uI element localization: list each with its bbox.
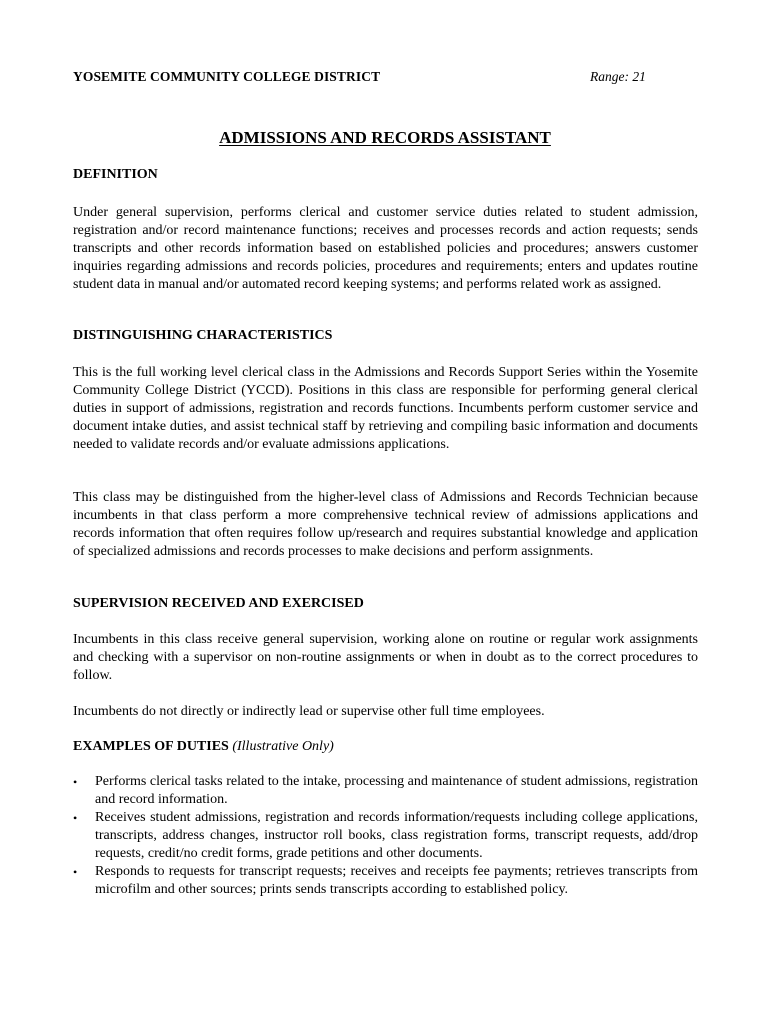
duty-text: Receives student admissions, registration and records information/requests including college applications, transcripts, address changes, instructor roll books, class registration forms, transcript requests, add/drop requests, credit/no credit forms, grade petitions and other documents.	[95, 810, 698, 861]
bullet-icon: •	[73, 865, 78, 879]
supervision-paragraph-1: Incumbents in this class receive general supervision, working alone on routine or regular work assignments and checking with a supervisor on non-routine assignments or when in doubt as to the correct procedures to follow.	[73, 632, 698, 683]
distinguishing-paragraph-2: This class may be distinguished from the higher-level class of Admissions and Records Technician because incumbents in that class perform a more comprehensive technical review of admissions applications and records information that often requires follow up/research and requires substantial knowledge and application of specialized admissions and records processes to make decisions and perform assignments.	[73, 490, 698, 559]
definition-text: Under general supervision, performs clerical and customer service duties related to student admission, registration and/or record maintenance functions; receives and processes records and action requests; sends transcripts and other records information based on established policies and procedures; answers customer inquiries regarding admissions and records policies, procedures and requirements; enters and updates routine student data in manual and/or automated record keeping systems; and performs related work as assigned.	[73, 205, 698, 292]
duties-heading-note: (Illustrative Only)	[232, 739, 334, 754]
salary-range: Range: 21	[590, 69, 646, 84]
list-item	[73, 809, 698, 863]
duty-text: Performs clerical tasks related to the intake, processing and maintenance of student admissions, registration and record information.	[95, 774, 698, 807]
supervision-heading: SUPERVISION RECEIVED AND EXERCISED	[73, 596, 364, 611]
duty-text: Responds to requests for transcript requests; receives and receipts fee payments; retrieves transcripts from microfilm and other sources; prints sends transcripts according to established policy.	[95, 864, 698, 897]
duties-list	[73, 773, 698, 899]
district-name: YOSEMITE COMMUNITY COLLEGE DISTRICT	[73, 69, 381, 84]
distinguishing-heading: DISTINGUISHING CHARACTERISTICS	[73, 328, 333, 343]
definition-heading: DEFINITION	[73, 167, 158, 182]
list-item	[73, 863, 698, 899]
supervision-paragraph-2: Incumbents do not directly or indirectly lead or supervise other full time employees.	[73, 704, 545, 719]
distinguishing-paragraph-1: This is the full working level clerical class in the Admissions and Records Support Series within the Yosemite Community College District (YCCD). Positions in this class are responsible for performing general clerical duties in support of admissions, registration and records functions. Incumbents perform customer service and document intake duties, and assist technical staff by retrieving and compiling basic information and documents needed to validate records and/or evaluate admissions applications.	[73, 365, 698, 452]
list-item	[73, 773, 698, 809]
bullet-icon: •	[73, 775, 78, 789]
bullet-icon: •	[73, 811, 78, 825]
page-title: ADMISSIONS AND RECORDS ASSISTANT	[219, 128, 551, 147]
duties-heading	[73, 739, 334, 755]
duties-heading-text: EXAMPLES OF DUTIES	[73, 739, 229, 754]
